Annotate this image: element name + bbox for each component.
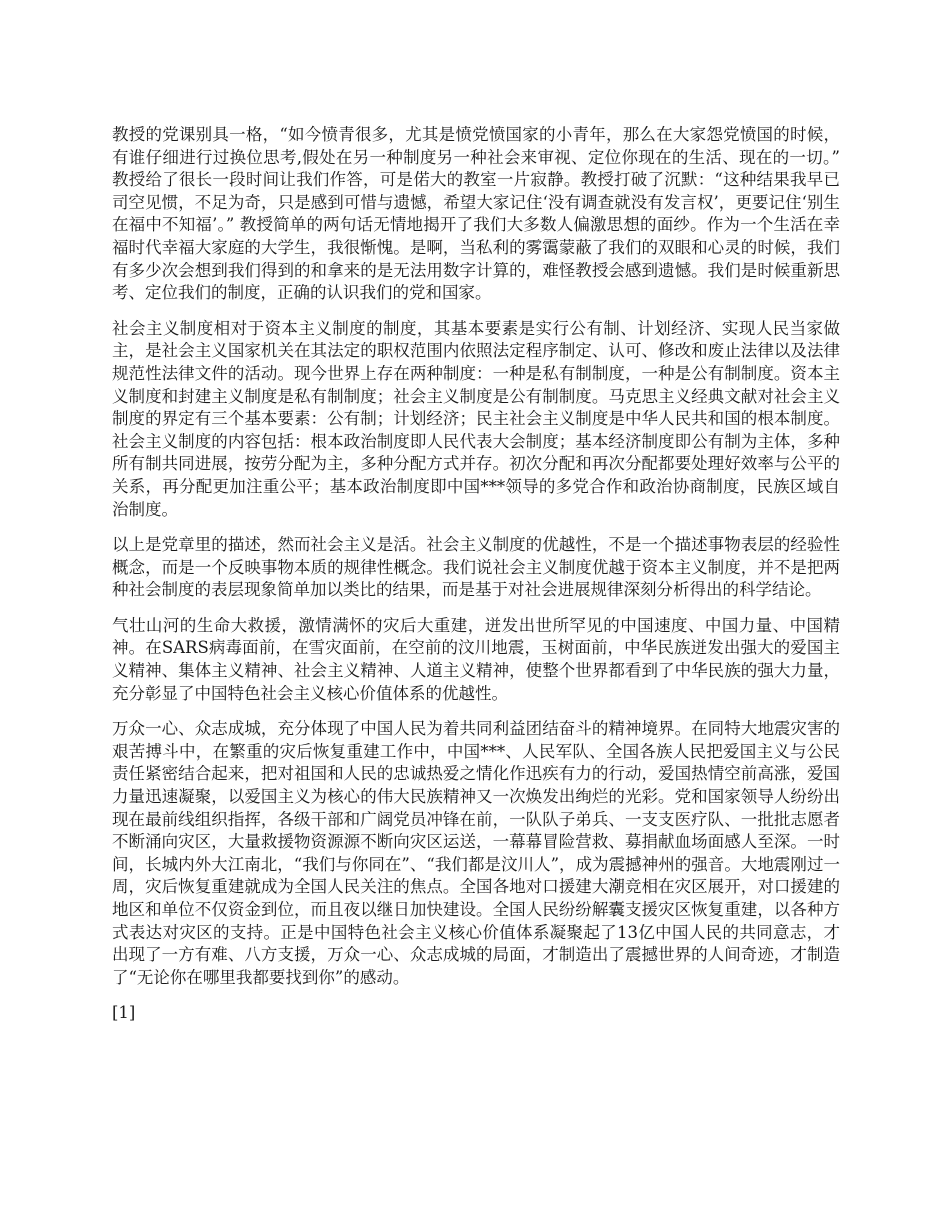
document-body <box>112 124 840 1025</box>
paragraph-disaster-relief: 气壮山河的生命大救援，激情满怀的灾后大重建，迸发出世所罕见的中国速度、中国力量、中国精神。在SARS病毒面前，在雪灾面前，在空前的汶川地震，玉树面前，中华民族迸发出强大的爱国主义精神、集体主义精神、社会主义精神、人道主义精神，使整个世界都看到了中华民族的强大力量，充分彰显了中国特色社会主义核心价值体系的优越性。 <box>112 615 840 703</box>
paragraph-party-lecture: 教授的党课别具一格，“如今愤青很多，尤其是愤党愤国家的小青年，那么在大家怨党愤国的时候，有谁仔细进行过换位思考,假处在另一种制度另一种社会来审视、定位你现在的生活、现在的一切。” 教授给了很长一段时间让我们作答，可是偌大的教室一片寂静。教授打破了沉默：“这种结果我早已司空见惯，不足为奇，只是感到可惜与遗憾，希望大家记住‘没有调查就没有发言权’，更要记住‘别生在福中不知福’。” 教授简单的两句话无情地揭开了我们大多数人偏激思想的面纱。作为一个生活在幸福时代幸福大家庭的大学生，我很惭愧。是啊，当私利的雾霭蒙蔽了我们的双眼和心灵的时候，我们有多少次会想到我们得到的和拿来的是无法用数字计算的，难怪教授会感到遗憾。我们是时候重新思考、定位我们的制度，正确的认识我们的党和国家。 <box>112 125 840 303</box>
paragraph-unity: 万众一心、众志成城，充分体现了中国人民为着共同利益团结奋斗的精神境界。在同特大地震灾害的艰苦搏斗中，在繁重的灾后恢复重建工作中，中国***、人民军队、全国各族人民把爱国主义与公民责任紧密结合起来，把对祖国和人民的忠诚热爱之情化作迅疾有力的行动，爱国热情空前高涨，爱国力量迅速凝聚，以爱国主义为核心的伟大民族精神又一次焕发出绚烂的光彩。党和国家领导人纷纷出现在最前线组织指挥，各级干部和广阔党员冲锋在前，一队队子弟兵、一支支医疗队、一批批志愿者不断涌向灾区，大量救援物资源源不断向灾区运送，一幕幕冒险营救、募捐献血场面感人至深。一时间，长城内外大江南北，“我们与你同在”、“我们都是汶川人”，成为震撼神州的强音。大地震刚过一周，灾后恢复重建就成为全国人民关注的焦点。全国各地对口援建大潮竞相在灾区展开，对口援建的地区和单位不仅资金到位，而且夜以继日加快建设。全国人民纷纷解囊支援灾区恢复重建，以各种方式表达对灾区的支持。正是中国特色社会主义核心价值体系凝聚起了13亿中国人民的共同意志，才出现了一方有难、八方支援，万众一心、众志成城的局面，才制造出了震撼世界的人间奇迹，才制造了“无论你在哪里我都要找到你”的感动。 <box>112 719 840 987</box>
reference-marker: [1] <box>112 1003 136 1023</box>
paragraph-socialist-system: 社会主义制度相对于资本主义制度的制度，其基本要素是实行公有制、计划经济、实现人民当家做主，是社会主义国家机关在其法定的职权范围内依照法定程序制定、认可、修改和废止法律以及法律规范性法律文件的活动。现今世界上存在两种制度：一种是私有制制度，一种是公有制制度。资本主义制度和封建主义制度是私有制制度；社会主义制度是公有制制度。马克思主义经典文献对社会主义制度的界定有三个基本要素：公有制；计划经济；民主社会主义制度是中华人民共和国的根本制度。社会主义制度的内容包括：根本政治制度即人民代表大会制度；基本经济制度即公有制为主体，多种所有制共同进展，按劳分配为主，多种分配方式并存。初次分配和再次分配都要处理好效率与公平的关系，再分配更加注重公平；基本政治制度即中国***领导的多党合作和政治协商制度，民族区域自治制度。 <box>112 318 840 519</box>
paragraph-superiority: 以上是党章里的描述，然而社会主义是活。社会主义制度的优越性，不是一个描述事物表层的经验性概念，而是一个反映事物本质的规律性概念。我们说社会主义制度优越于资本主义制度，并不是把两种社会制度的表层现象简单加以类比的结果，而是基于对社会进展规律深刻分析得出的科学结论。 <box>112 535 840 600</box>
